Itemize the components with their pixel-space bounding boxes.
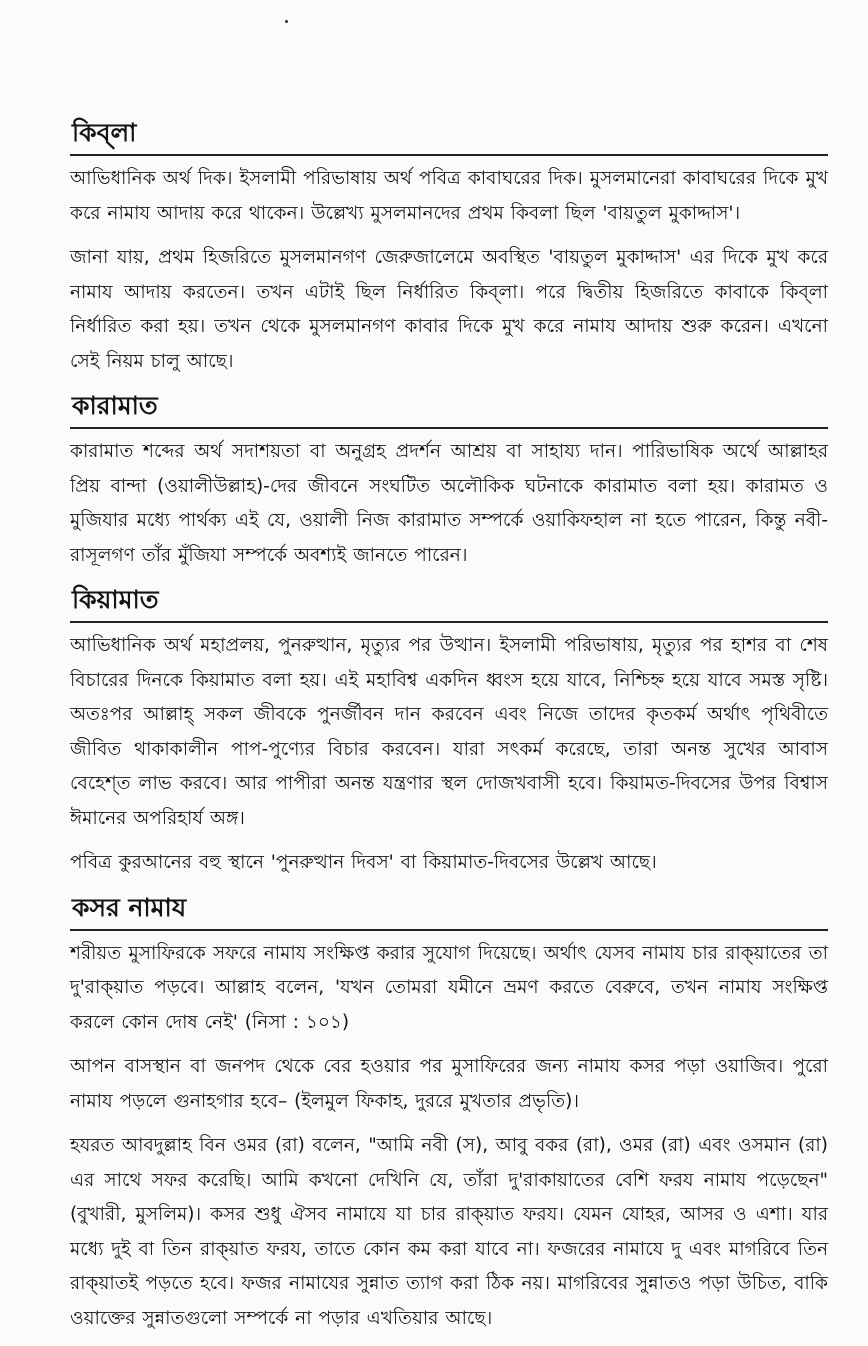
- section-heading: কারামাত: [72, 391, 158, 420]
- paragraph: পবিত্র কুরআনের বহু স্থানে 'পুনরুত্থান দিবস' বা কিয়ামাত-দিবসের উল্লেখ আছে।: [70, 852, 657, 873]
- section-karamat: [70, 389, 828, 573]
- heading-rule: [70, 154, 828, 156]
- paragraph: আপন বাসস্থান বা জনপদ থেকে বের হওয়ার পর মুসাফিরের জন্য নামায কসর পড়া ওয়াজিব। পুরো নামায পড়লে গুনাহগার হবে– (ইলমুল ফিকাহ, দুররে মুখতার প্রভৃতি)।: [70, 1056, 828, 1112]
- paragraph: শরীয়ত মুসাফিরকে সফরে নামায সংক্ষিপ্ত করার সুযোগ দিয়েছে। অর্থাৎ যেসব নামায চার রাক্‌য়াতের তা দু'রাক্‌য়াত পড়বে। আল্লাহ বলেন, 'যখন তোমরা যমীনে ভ্রমণ করতে বেরুবে, তখন নামায সংক্ষিপ্ত করলে কোন দোষ নেই' (নিসা : ১০১): [70, 942, 828, 1033]
- section-heading: কিব্‌লা: [72, 118, 137, 147]
- section-qiyamat: [70, 583, 828, 881]
- paragraph: হযরত আবদুল্লাহ বিন ওমর (রা) বলেন, "আমি নবী (স), আবু বকর (রা), ওমর (রা) এবং ওসমান (রা) এর সাথে সফর করেছি। আমি কখনো দেখিনি যে, তাঁরা দু'রাকায়াতের বেশি ফরয নামায পড়েছেন" (বুখারী, মুসলিম)। কসর শুধু ঐসব নামাযে যা চার রাক্‌য়াত ফরয। যেমন যোহর, আসর ও এশা। যার মধ্যে দুই বা তিন রাক্‌য়াত ফরয, তাতে কোন কম করা যাবে না। ফজরের নামাযে দু এবং মাগরিবে তিন রাক্‌য়াতই পড়তে হবে। ফজর নামাযের সুন্নাত ত্যাগ করা ঠিক নয়। মাগরিবের সুন্নাতও পড়া উচিত, বাকি ওয়াক্তের সুন্নাতগুলো সম্পর্কে না পড়ার এখতিয়ার আছে।: [70, 1135, 828, 1329]
- section-qasr-namaz: [70, 891, 828, 1337]
- paragraph: আভিধানিক অর্থ মহাপ্রলয়, পুনরুত্থান, মৃত্যুর পর উত্থান। ইসলামী পরিভাষায়, মৃত্যুর পর হাশর বা শেষ বিচারের দিনকে কিয়ামাত বলা হয়। এই মহাবিশ্ব একদিন ধ্বংস হয়ে যাবে, নিশ্চিহ্ন হয়ে যাবে সমস্ত সৃষ্টি। অতঃপর আল্লাহ্‌ সকল জীবকে পুনর্জীবন দান করবেন এবং নিজে তাদের কৃতকর্ম অর্থাৎ পৃথিবীতে জীবিত থাকাকালীন পাপ-পুণ্যের বিচার করবেন। যারা সৎকর্ম করেছে, তারা অনন্ত সুখের আবাস বেহেশ্‌ত লাভ করবে। আর পাপীরা অনন্ত যন্ত্রণার স্থল দোজখবাসী হবে। কিয়ামত-দিবসের উপর বিশ্বাস ঈমানের অপরিহার্য অঙ্গ।: [70, 635, 828, 829]
- paragraph: জানা যায়, প্রথম হিজরিতে মুসলমানগণ জেরুজালেমে অবস্থিত 'বায়তুল মুকাদ্দাস' এর দিকে মুখ করে নামায আদায় করতেন। তখন এটাই ছিল নির্ধারিত কিব্‌লা। পরে দ্বিতীয় হিজরিতে কাবাকে কিব্‌লা নির্ধারিত করা হয়। তখন থেকে মুসলমানগণ কাবার দিকে মুখ করে নামায আদায় শুরু করেন। এখনো সেই নিয়ম চালু আছে।: [70, 247, 828, 372]
- paragraph: কারামাত শব্দের অর্থ সদাশয়তা বা অনুগ্রহ প্রদর্শন আশ্রয় বা সাহায্য দান। পারিভাষিক অর্থে আল্লাহর প্রিয় বান্দা (ওয়ালীউল্লাহ)-দের জীবনে সংঘটিত অলৌকিক ঘটনাকে কারামাত বলা হয়। কারামত ও মুজিযার মধ্যে পার্থক্য এই যে, ওয়ালী নিজ কারামাত সম্পর্কে ওয়াকিফহাল না হতে পারেন, কিন্তু নবী-রাসূলগণ তাঁর মুঁজিযা সম্পর্কে অবশ্যই জানতে পারেন।: [70, 441, 828, 566]
- section-qibla: [70, 116, 828, 379]
- heading-rule: [70, 929, 828, 931]
- scan-speck: [285, 20, 288, 23]
- paragraph: আভিধানিক অর্থ দিক। ইসলামী পরিভাষায় অর্থ পবিত্র কাবাঘরের দিক। মুসলমানেরা কাবাঘরের দিকে মুখ করে নামায আদায় করে থাকেন। উল্লেখ্য মুসলমানদের প্রথম কিবলা ছিল 'বায়তুল মুকাদ্দাস'।: [70, 168, 828, 224]
- heading-rule: [70, 427, 828, 429]
- document-page: [70, 116, 828, 1346]
- section-heading: কিয়ামাত: [72, 585, 159, 614]
- section-heading: কসর নামায: [72, 892, 187, 922]
- heading-rule: [70, 621, 828, 623]
